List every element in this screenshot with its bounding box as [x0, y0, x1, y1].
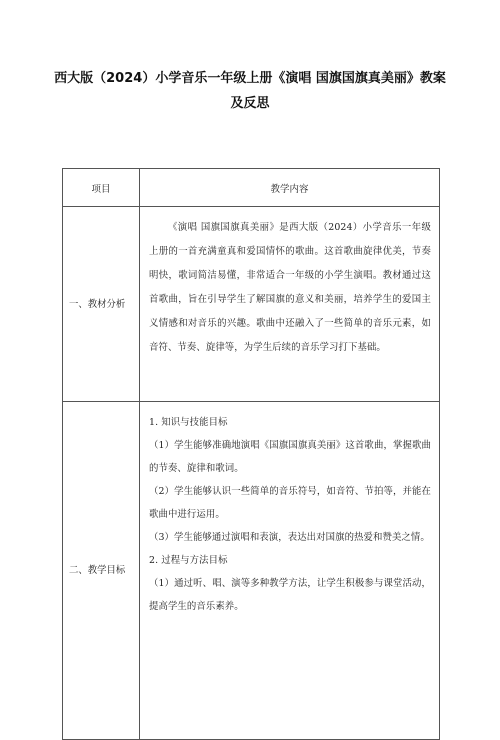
document-title: 西大版（2024）小学音乐一年级上册《演唱 国旗国旗真美丽》教案及反思	[54, 71, 446, 111]
row-label: 二、教学目标	[63, 402, 140, 740]
content-paragraph: （1）通过听、唱、演等多种教学方法，让学生积极参与课堂活动，提高学生的音乐素养。	[149, 578, 431, 612]
header-content-cell: 教学内容	[140, 169, 440, 207]
content-paragraph: 2. 过程与方法目标	[149, 555, 228, 566]
row-label: 一、教材分析	[63, 207, 140, 402]
row-content	[140, 207, 440, 402]
table-header-row	[63, 169, 440, 207]
content-paragraph: （3）学生能够通过演唱和表演，表达出对国旗的热爱和赞美之情。	[149, 532, 430, 543]
content-paragraph: （1）学生能够准确地演唱《国旗国旗真美丽》这首歌曲，掌握歌曲的节奏、旋律和歌词。	[149, 440, 431, 474]
table-row-teaching-goals	[63, 402, 440, 740]
table-row-material-analysis	[63, 207, 440, 402]
content-paragraph: 《演唱 国旗国旗真美丽》是西大版（2024）小学音乐一年级上册的一首充满童真和爱国情怀的歌曲。这首歌曲旋律优美，节奏明快，歌词简洁易懂，非常适合一年级的小学生演唱。教材通过这首歌曲，旨在引导学生了解国旗的意义和美丽，培养学生的爱国主义情感和对音乐的兴趣。歌曲中还融入了一些简单的音乐元素，如音符、节奏、旋律等，为学生后续的音乐学习打下基础。	[149, 222, 431, 353]
row-content	[140, 402, 440, 740]
content-paragraph: （2）学生能够认识一些简单的音乐符号，如音符、节拍等，并能在歌曲中进行运用。	[149, 486, 431, 520]
content-paragraph: 1. 知识与技能目标	[149, 417, 228, 428]
lesson-plan-table	[62, 168, 440, 740]
header-item-cell: 项目	[63, 169, 140, 207]
